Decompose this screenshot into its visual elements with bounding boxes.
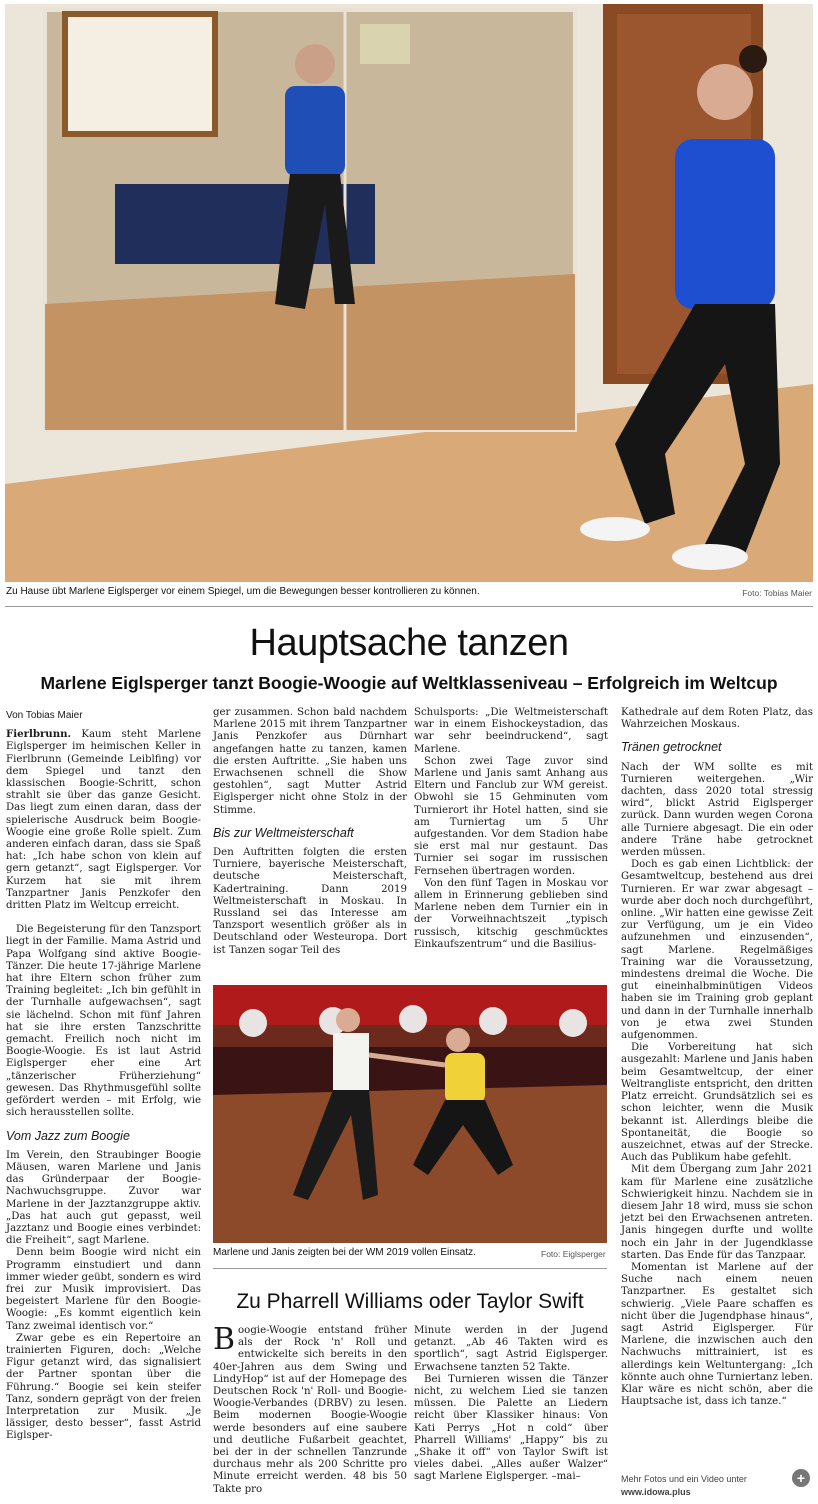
box-headline: Zu Pharrell Williams oder Taylor Swift — [236, 1290, 584, 1313]
main-photo — [5, 4, 813, 582]
more-info-note: Mehr Fotos und ein Video unter — [621, 1474, 747, 1484]
plus-icon: + — [792, 1469, 810, 1487]
drop-cap: B — [213, 1322, 236, 1357]
article-column-2 — [213, 707, 407, 957]
paragraph: Momentan ist Marlene auf der Suche nach einem neuen Tanzpartner. Es gestaltet sich schwierig. „Viele Paare schaffen es nicht über die Jugendphase hinaus“, sagt Astrid Eiglsperger. Für Marlene, die inzwischen auch den Nachwuchs mittrainiert, ist es allerdings kein Weltuntergang: „Ich könnte auch ohne Turniertanz leben. Klar wäre es nicht schön, aber die Hauptsache ist, dass ich tanze.“ — [621, 1261, 813, 1408]
dance-photo-illustration — [213, 985, 607, 1243]
box-divider — [213, 1268, 607, 1269]
section-heading: Tränen getrocknet — [621, 740, 722, 755]
paragraph: Kathedrale auf dem Roten Platz, das Wahrzeichen Moskaus. — [621, 707, 813, 731]
main-photo-illustration — [5, 4, 813, 582]
dance-photo-credit: Foto: Eiglsperger — [541, 1249, 606, 1259]
paragraph: Doch es gab einen Lichtblick: der Gesamtweltcup, bestehend aus drei Turnieren. Er war zwar abgesagt – wurde aber doch noch durchgeführt, online. „Wir hatten eine gewisse Zeit zur Verfügung, um je ein Video aufzunehmen und einzusenden“, sagt Marlene. Regelmäßiges Training war die Voraussetzung, mindestens dreimal die Woche. Die gut eineinhalbminütigen Videos haben sie im Training grob geplant und dann in der Turnhalle innerhalb von je etwa zwei Stunden aufgenommen. — [621, 859, 813, 1042]
dance-photo — [213, 985, 607, 1243]
article-subheadline: Marlene Eiglsperger tanzt Boogie-Woogie auf Weltklasseniveau – Erfolgreich im Weltcup — [40, 673, 778, 693]
dateline: Fierlbrunn. — [6, 728, 72, 741]
paragraph: Mit dem Übergang zum Jahr 2021 kam für Marlene eine zusätzliche Schwierigkeit hinzu. Nachdem sie in diesem Jahr 18 wird, muss sie schon jetzt bei den Erwachsenen antreten. Janis hingegen durfte und wollte noch ein Jahr in der Jugendklasse starten. Das Ende für das Tanzpaar. — [621, 1164, 813, 1261]
paragraph: Schon zwei Tage zuvor sind Marlene und Janis samt Anhang aus Eltern und Fanclub zur WM gereist. Obwohl sie 15 Gehminuten vom Turnierort ihr Hotel hatten, sind sie am Turniertag um 5 Uhr aufgestanden. Vor dem Stadion habe sie erst mal nur gestaunt. Das Turnier sei sogar im russischen Fernsehen übertragen worden. — [414, 755, 608, 877]
paragraph: Den Auftritten folgten die ersten Turniere, bayerische Meisterschaft, deutsche Meisterschaft, Kadertraining. Dann 2019 Weltmeisterschaft in Moskau. In Russland sei das Interesse am Tanzsport wesentlich größer als in Deutschland oder Westeuropa. Dort ist Tanzen sogar Teil des — [213, 847, 407, 956]
paragraph: Denn beim Boogie wird nicht ein Programm einstudiert und dann immer wieder geübt, sondern es wird frei zur Musik improvisiert. Das begeistert Marlene für den Boogie-Woogie: „Es kommt eigentlich kein Tanz zweimal identisch vor.“ — [6, 1247, 201, 1332]
paragraph: Boogie-Woogie entstand früher als der Rock 'n' Roll und entwickelte sich bereits in den 40er-Jahren aus dem Swing und LindyHop“ ist auf der Homepage des Deutschen Rock 'n' Roll- und Boogie-Woogie-Verbandes (DRBV) zu lesen. Beim modernen Boogie-Woogie werde besonders auf eine saubere und deutliche Fußarbeit geachtet, bei der in der schnellen Tanzrunde durchaus mehr als 200 Schritte pro Minute erreicht werden. 48 bis 50 Takte pro — [213, 1322, 407, 1495]
section-divider — [5, 606, 813, 607]
paragraph: Die Vorbereitung hat sich ausgezahlt: Marlene und Janis haben beim Gesamtweltcup, der einer Weltrangliste entspricht, den dritten Platz erreicht. Grundsätzlich sei es schon leichter, wenn die Musik bekannt ist. Allerdings bleibe die Spontaneität, die Boogie so auszeichnet, etwas auf der Strecke. Auch das Publikum habe gefehlt. — [621, 1042, 814, 1164]
paragraph: Schulsports: „Die Weltmeisterschaft war in einem Eishockeystadion, das war sehr beeindruckend“, sagt Marlene. — [414, 707, 608, 755]
paragraph: Im Verein, den Straubinger Boogie Mäusen, waren Marlene und Janis das Gründerpaar der Boogie-Nachwuchsgruppe. Zuvor war Marlene in der Jazztanzgruppe aktiv. „Das hat auch gut gepasst, weil Jazztanz und Boogie eines verbindet: die Freiheit“, sagt Marlene. — [6, 1149, 201, 1247]
paragraph: Minute werden in der Jugend getanzt. „Ab 46 Takten wird es sportlich“, sagt Astrid Eiglsperger. Erwachsene tanzten 52 Takte. — [414, 1325, 608, 1373]
paragraph: Nach der WM sollte es mit Turnieren weitergehen. „Wir dachten, dass 2020 total stressig wird“, blickt Astrid Eiglsperger zurück. Dann wurden wegen Corona alle Turniere abgesagt. Die ein oder andere Träne habe getrocknet werden müssen. — [621, 761, 813, 859]
article-column-1 — [6, 710, 201, 1443]
box-column-1 — [213, 1322, 407, 1496]
paragraph: Bei Turnieren wissen die Tänzer nicht, zu welchem Lied sie tanzen müssen. Die Palette an Liedern reicht über Klassiker hinaus: Von Kati Perrys „Hot n cold“ über Pharrell Williams' „Happy“ bis zu „Shake it off“ von Taylor Swift ist vieles dabei. „Alles außer Walzer“ sagt Marlene Eiglsperger. –mai– — [414, 1373, 608, 1483]
section-heading: Bis zur Weltmeisterschaft — [213, 825, 354, 840]
article-column-3 — [414, 707, 608, 951]
main-photo-credit: Foto: Tobias Maier — [742, 588, 812, 598]
dance-photo-caption: Marlene und Janis zeigten bei der WM 2019 vollen Einsatz. — [213, 1247, 476, 1258]
paragraph: Fierlbrunn. Kaum steht Marlene Eiglsperger im heimischen Keller in Fierlbrunn (Gemeinde Leiblfing) vor dem Spiegel und tanzt den klassischen Boogie-Schritt, schon strahlt sie über das ganze Gesicht. Das liegt zum einen daran, dass der spielerische Ausdruck beim Boogie-Woogie eine große Rolle spielt. Zum anderen einfach daran, dass sie Spaß hat: „Ich habe schon von klein auf gern getanzt“, sagt Eiglsperger. Vor Kurzem hat sie mit ihrem Tanzpartner Janis Penzkofer den dritten Platz im Weltcup erreicht. — [6, 728, 201, 912]
more-info-link[interactable]: www.idowa.plus — [621, 1487, 691, 1497]
paragraph: Zwar gebe es ein Repertoire an trainierten Figuren, doch: „Welche Figur getanzt wird, das signalisiert der Partner spontan über die Führung.“ Boogie sei kein steifer Tanz, sondern geprägt von der freien Interpretation zur Musik. „Je lässiger, desto besser“, fasst Astrid Eiglsper- — [6, 1332, 201, 1442]
article-headline: Hauptsache tanzen — [249, 622, 569, 664]
paragraph: ger zusammen. Schon bald nachdem Marlene 2015 mit ihrem Tanzpartner Janis Penzkofer aus Dürnhart angefangen hatte zu tanzen, kamen die ersten Auftritte. „Sie haben uns Erwachsenen schnell die Show gestohlen“, sagt Mutter Astrid Eiglsperger nicht ohne Stolz in der Stimme. — [213, 707, 407, 816]
box-column-2 — [414, 1325, 608, 1484]
section-heading: Vom Jazz zum Boogie — [6, 1128, 130, 1143]
main-photo-caption: Zu Hause übt Marlene Eiglsperger vor einem Spiegel, um die Bewegungen besser kontrollieren zu können. — [6, 586, 480, 597]
paragraph: Von den fünf Tagen in Moskau vor allem in Erinnerung geblieben sind Marlene neben dem Turnier ein in der Vorweihnachtszeit „typisch russisch, kitschig geschmücktes Einkaufszentrum“ und die Basilius- — [414, 877, 608, 950]
article-column-4 — [621, 707, 813, 1408]
paragraph: Die Begeisterung für den Tanzsport liegt in der Familie. Mama Astrid und Papa Wolfgang sind aktive Boogie-Tänzer. Die heute 17-jährige Marlene hat ihre Eltern schon früher zum Training begleitet: „Ich bin gefühlt in der Turnhalle aufgewachsen“, sagt sie lächelnd. Schon mit fünf Jahren hat sie ihre ersten Tanzschritte gemacht. Freilich noch nicht im Boogie-Woogie. Es ist laut Astrid Eiglsperger eher eine Art „tänzerischer Früherziehung“ gewesen. Das Rhythmusgefühl sollte gefördert werden – mit Erfolg, wie sich herausstellen sollte. — [6, 924, 201, 1119]
byline: Von Tobias Maier — [6, 710, 83, 721]
